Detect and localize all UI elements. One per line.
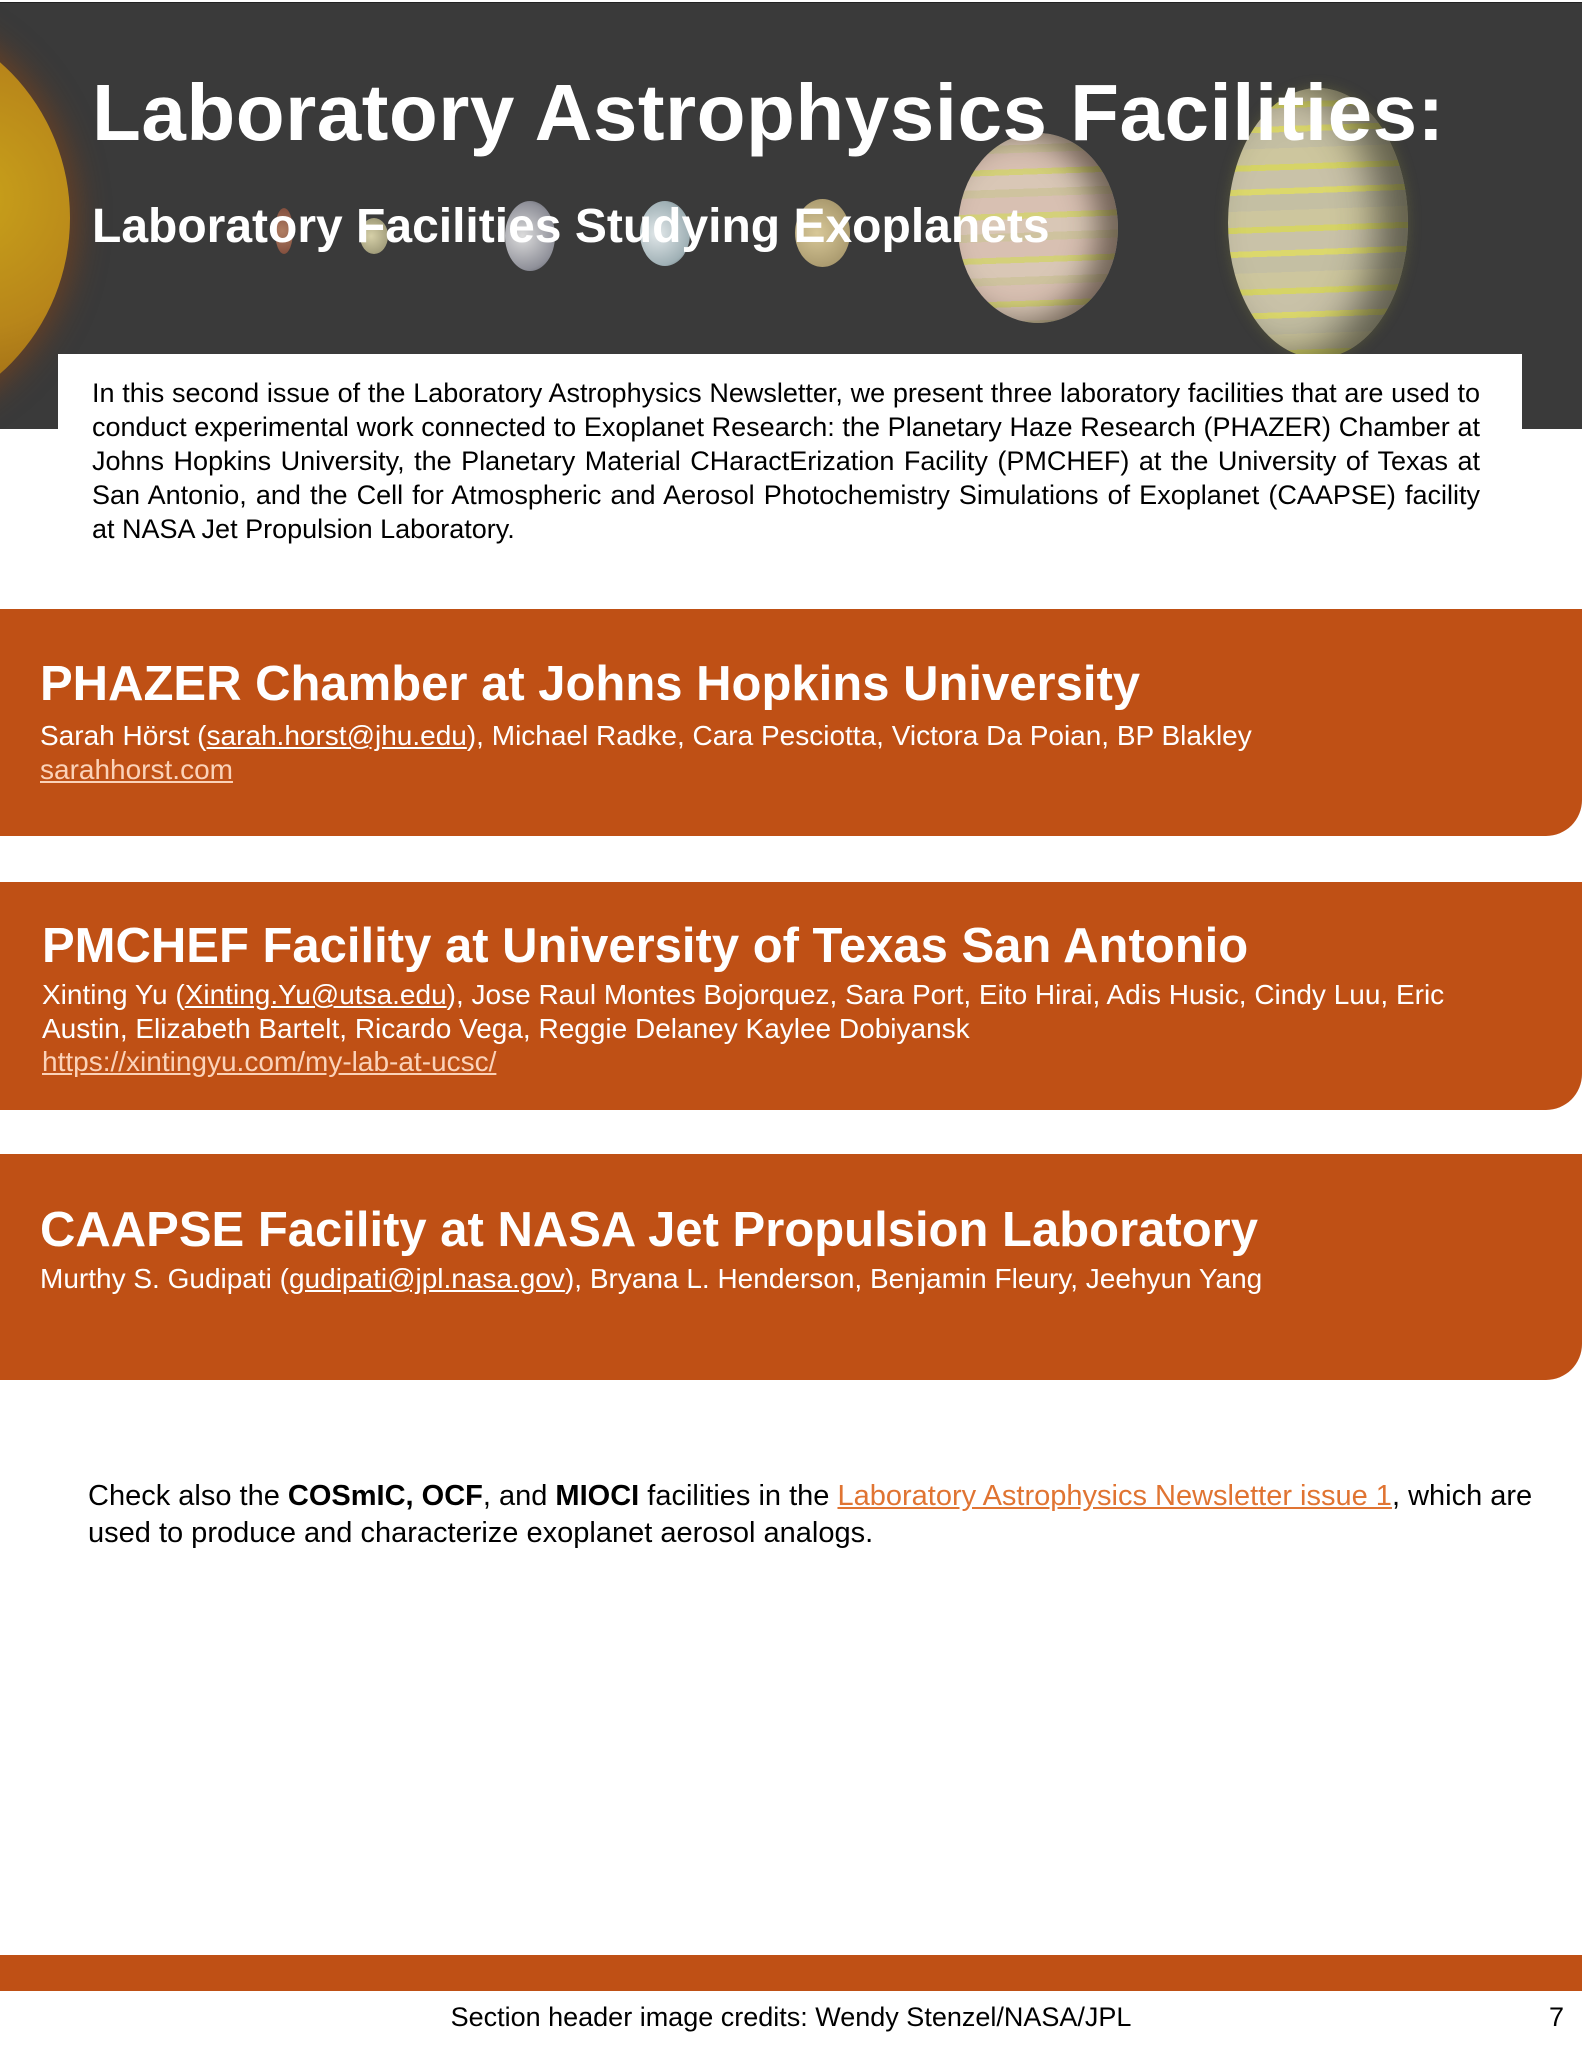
image-credits: Section header image credits: Wendy Stenzel/NASA/JPL bbox=[450, 2002, 1132, 2032]
website-link[interactable]: sarahhorst.com bbox=[40, 754, 233, 785]
email-link[interactable]: Xinting.Yu@utsa.edu bbox=[184, 979, 447, 1010]
facility-people bbox=[40, 719, 1520, 753]
lead-name: Sarah Hörst ( bbox=[40, 720, 207, 751]
note-text: , and bbox=[482, 1480, 556, 1512]
note-text: facilities in the bbox=[639, 1480, 838, 1512]
team-members: ), Michael Radke, Cara Pesciotta, Victora Da Poian, BP Blakley bbox=[466, 720, 1252, 751]
newsletter-issue-1-link[interactable]: Laboratory Astrophysics Newsletter issue 1 bbox=[837, 1480, 1392, 1512]
facility-title: PMCHEF Facility at University of Texas San Antonio bbox=[42, 919, 1249, 973]
facility-people bbox=[42, 978, 1522, 1046]
footer-bar bbox=[0, 1955, 1582, 1991]
team-members: ), Jose Raul Montes Bojorquez, Sara Port, Eito Hirai, Adis Husic, Cindy Luu, Eric Austin, Elizabeth Bartelt, Ricardo Vega, Reggie Delaney Kaylee Dobiyansk bbox=[42, 979, 1445, 1044]
email-link[interactable]: gudipati@jpl.nasa.gov bbox=[288, 1263, 565, 1294]
lead-name: Murthy S. Gudipati ( bbox=[40, 1263, 289, 1294]
facility-title: CAAPSE Facility at NASA Jet Propulsion Laboratory bbox=[40, 1203, 1258, 1257]
facility-card-pmchef bbox=[0, 882, 1582, 1110]
lead-name: Xinting Yu ( bbox=[42, 979, 185, 1010]
page-subtitle: Laboratory Facilities Studying Exoplanets bbox=[92, 200, 1050, 253]
website-link[interactable]: https://xintingyu.com/my-lab-at-ucsc/ bbox=[42, 1046, 497, 1077]
note-text: , which are used to produce and characterize exoplanet aerosol analogs. bbox=[88, 1480, 1533, 1549]
team-members: ), Bryana L. Henderson, Benjamin Fleury, Jeehyun Yang bbox=[564, 1263, 1263, 1294]
page-number: 7 bbox=[1548, 2002, 1564, 2032]
intro-box bbox=[58, 354, 1522, 564]
facility-people bbox=[40, 1262, 1520, 1296]
email-link[interactable]: sarah.horst@jhu.edu bbox=[206, 720, 467, 751]
facility-names-bold: COSmIC, OCF bbox=[287, 1480, 483, 1512]
facility-website bbox=[42, 1046, 496, 1078]
page-title: Laboratory Astrophysics Facilities: bbox=[92, 68, 1445, 157]
see-also-note bbox=[88, 1478, 1538, 1552]
intro-text: In this second issue of the Laboratory Astrophysics Newsletter, we present three laboratory facilities that are used to conduct experimental work connected to Exoplanet Research: the Planetary Haze Research (PHAZER) Chamber at Johns Hopkins University, the Planetary Material CHaractErization Facility (PMCHEF) at the University of Texas at San Antonio, and the Cell for Atmospheric and Aerosol Photochemistry Simulations of Exoplanet (CAAPSE) facility at NASA Jet Propulsion Laboratory. bbox=[92, 378, 1480, 544]
facility-card-phazer bbox=[0, 609, 1582, 836]
facility-title: PHAZER Chamber at Johns Hopkins University bbox=[40, 657, 1141, 711]
facility-website bbox=[40, 754, 233, 786]
facility-card-caapse bbox=[0, 1154, 1582, 1380]
facility-name-bold: MIOCI bbox=[555, 1480, 640, 1512]
note-text: Check also the bbox=[88, 1480, 288, 1512]
